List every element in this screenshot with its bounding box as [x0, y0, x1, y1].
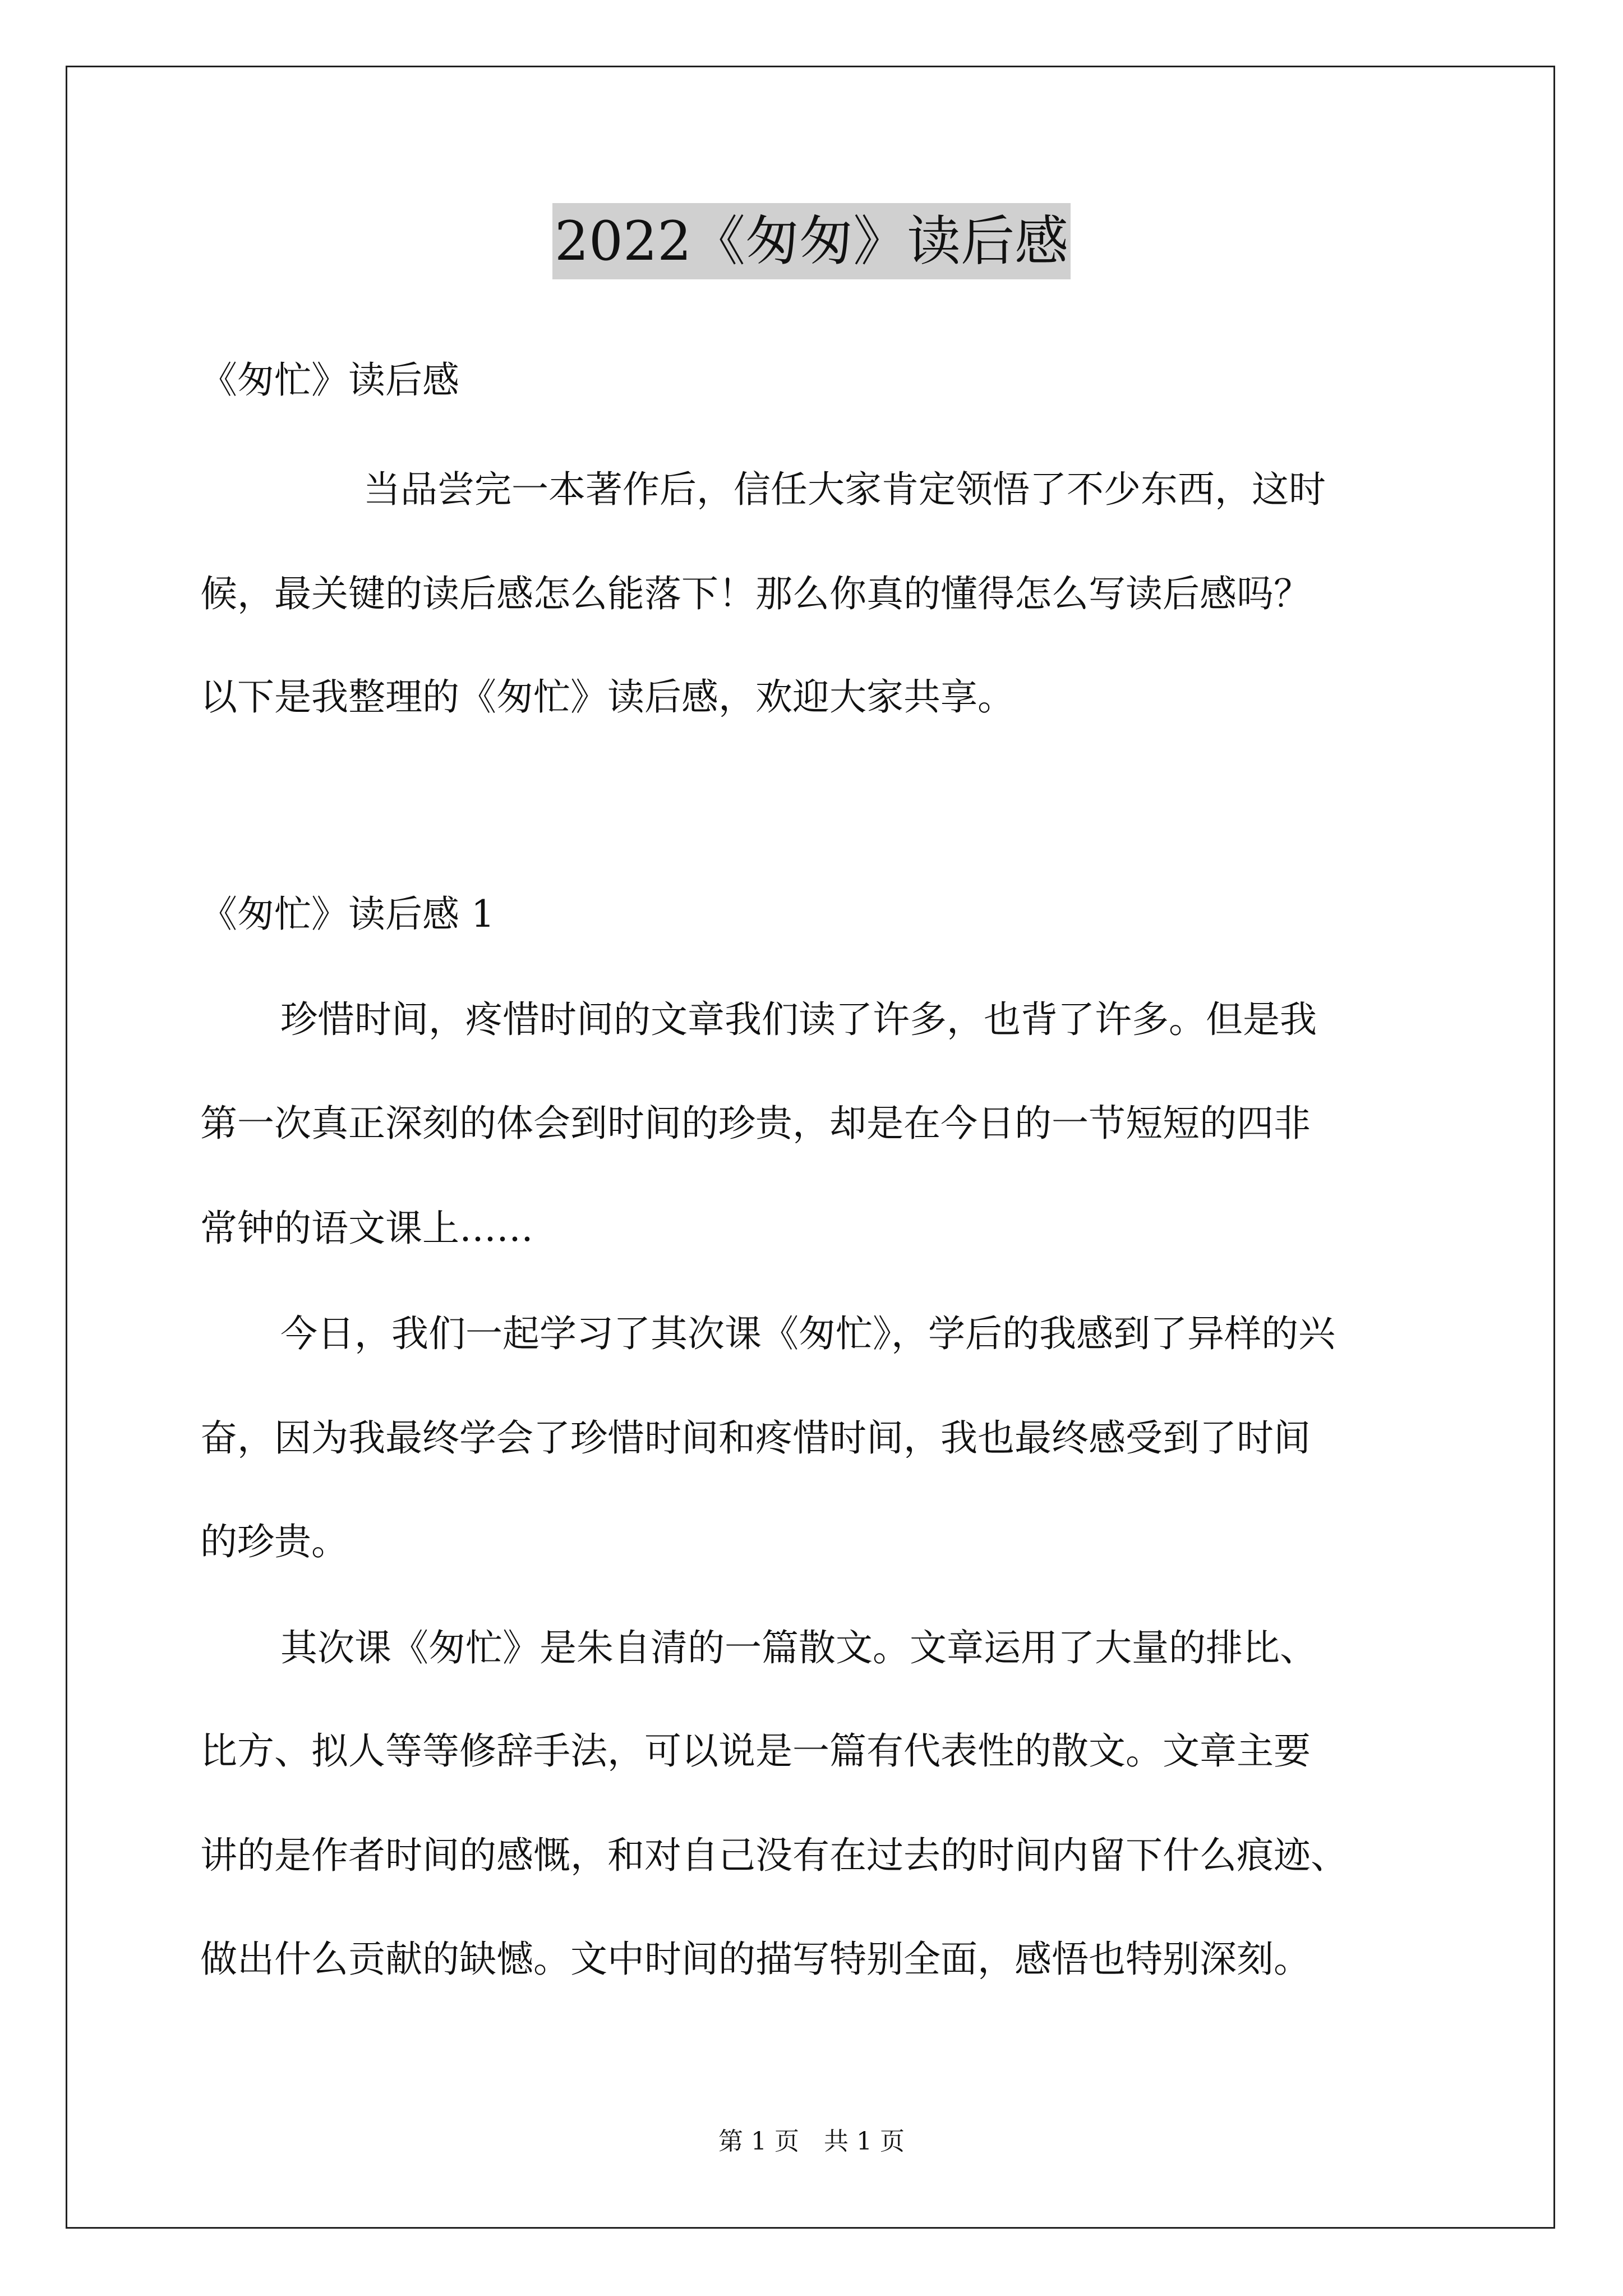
paragraph-line: 比方、拟人等等修辞手法，可以说是一篇有代表性的散文。文章主要: [200, 1729, 1311, 1773]
paragraph-line: 第一次真正深刻的体会到时间的珍贵，却是在今日的一节短短的四非: [200, 1102, 1311, 1145]
paragraph-line: 奋，因为我最终学会了珍惜时间和疼惜时间，我也最终感受到了时间: [200, 1416, 1311, 1460]
paragraph-line: 以下是我整理的《匆忙》读后感，欢迎大家共享。: [200, 675, 1015, 719]
paragraph-line: 珍惜时间，疼惜时间的文章我们读了许多，也背了许多。但是我: [280, 998, 1317, 1041]
paragraph-line: 的珍贵。: [200, 1520, 348, 1563]
paragraph-line: 做出什么贡献的缺憾。文中时间的描写特别全面，感悟也特别深刻。: [200, 1938, 1311, 1981]
paragraph-line: 当品尝完一本著作后，信任大家肯定领悟了不少东西，这时: [363, 468, 1326, 511]
page-footer: 第 1 页 共 1 页: [718, 2127, 905, 2156]
document-title-text: 2022《匆匆》读后感: [552, 203, 1071, 279]
section-heading: 《匆忙》读后感 1: [200, 892, 495, 936]
paragraph-line: 其次课《匆忙》是朱自清的一篇散文。文章运用了大量的排比、: [280, 1626, 1317, 1669]
paragraph-line: 候，最关键的读后感怎么能落下！那么你真的懂得怎么写读后感吗？: [200, 572, 1311, 615]
paragraph-line: 今日，我们一起学习了其次课《匆忙》，学后的我感到了异样的兴: [280, 1312, 1335, 1355]
subtitle: 《匆忙》读后感: [200, 358, 459, 402]
paragraph-line: 常钟的语文课上……: [200, 1207, 533, 1250]
paragraph-line: 讲的是作者时间的感慨，和对自己没有在过去的时间内留下什么痕迹、: [200, 1834, 1348, 1877]
document-title: [0, 203, 1623, 279]
